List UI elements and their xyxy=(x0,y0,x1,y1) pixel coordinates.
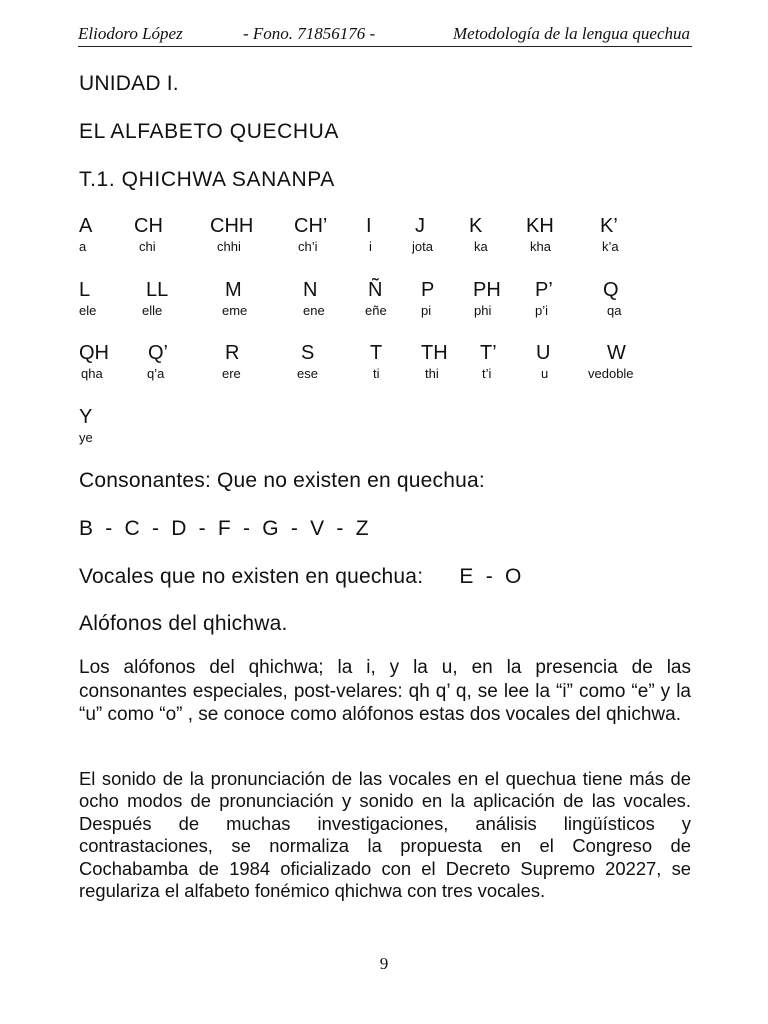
unit-title: UNIDAD I. xyxy=(79,72,179,95)
header-phone: - Fono. 71856176 - xyxy=(243,24,376,43)
letter-name: ti xyxy=(373,366,380,381)
alphabet-letter: CH’ xyxy=(294,215,328,237)
header-author: Eliodoro López xyxy=(78,24,183,43)
alphabet-letter: T xyxy=(370,342,383,364)
alphabet-row-3 xyxy=(0,342,768,382)
letter-name: qha xyxy=(81,366,103,381)
letter-name: ene xyxy=(303,303,325,318)
letter-name: phi xyxy=(474,303,492,318)
alphabet-letter: P’ xyxy=(535,279,553,301)
letter-name: ka xyxy=(474,239,488,254)
letter-name: k’a xyxy=(602,239,619,254)
letter-name: eme xyxy=(222,303,248,318)
alphabet-letter: U xyxy=(536,342,551,364)
letter-name: pi xyxy=(421,303,432,318)
letter-name: jota xyxy=(412,239,433,254)
alphabet-letter: PH xyxy=(473,279,501,301)
letter-name: chi xyxy=(139,239,156,254)
consonants-heading: Consonantes: Que no existen en quechua: xyxy=(79,469,485,492)
alphabet-letter: A xyxy=(79,215,93,237)
letter-name: t’i xyxy=(482,366,492,381)
running-header xyxy=(78,22,692,47)
letter-name: ere xyxy=(222,366,241,381)
letter-name: vedoble xyxy=(588,366,634,381)
allophones-paragraph: Los alófonos del qhichwa; la i, y la u, en la presencia de las consonantes especiales, post-velares: qh q’ q, se lee la “i” como “e” y la “u” como “o” , se conoce como alófonos estas dos vocales del qhichwa. xyxy=(79,657,691,725)
alphabet-letter: R xyxy=(225,342,240,364)
letter-name: ese xyxy=(297,366,318,381)
vowel-history-paragraph: El sonido de la pronunciación de las vocales en el quechua tiene más de ocho modos de pronunciación y sonido en la aplicación de las vocales. Después de muchas investigaciones, análisis lingüísticos y contrastaciones, se normaliza la propuesta en el Congreso de Cochabamba de 1984 oficializado con el Decreto Supremo 20227, se regulariza el alfabeto fonémico qhichwa con tres vocales. xyxy=(79,768,691,902)
page-number: 9 xyxy=(379,954,389,973)
letter-name: qa xyxy=(607,303,622,318)
alphabet-letter: N xyxy=(303,279,318,301)
letter-name: i xyxy=(369,239,372,254)
alphabet-letter: T’ xyxy=(480,342,497,364)
alphabet-letter: Y xyxy=(79,406,93,428)
letter-name: a xyxy=(79,239,87,254)
letter-name: ye xyxy=(79,430,93,445)
vowels-line: Vocales que no existen en quechua: E - O xyxy=(79,565,522,588)
alphabet-row-1 xyxy=(0,215,768,255)
alphabet-letter: LL xyxy=(146,279,169,301)
alphabet-row-2 xyxy=(0,279,768,319)
letter-name: elle xyxy=(142,303,163,318)
alphabet-letter: P xyxy=(421,279,435,301)
letter-name: ele xyxy=(79,303,97,318)
letter-name: chhi xyxy=(217,239,241,254)
letter-name: eñe xyxy=(365,303,387,318)
alphabet-letter: I xyxy=(366,215,372,237)
alphabet-letter: J xyxy=(415,215,425,237)
section-title: EL ALFABETO QUECHUA xyxy=(79,120,339,143)
alphabet-letter: TH xyxy=(421,342,448,364)
alphabet-letter: Ñ xyxy=(368,279,383,301)
letter-name: thi xyxy=(425,366,439,381)
alphabet-letter: K xyxy=(469,215,483,237)
alphabet-letter: M xyxy=(225,279,242,301)
alphabet-letter: W xyxy=(607,342,626,364)
alphabet-letter: CHH xyxy=(210,215,254,237)
alphabet-letter: S xyxy=(301,342,315,364)
alphabet-letter: QH xyxy=(79,342,109,364)
alphabet-letter: Q’ xyxy=(148,342,168,364)
alphabet-letter: K’ xyxy=(600,215,618,237)
alphabet-letter: CH xyxy=(134,215,163,237)
subsection-title: T.1. QHICHWA SANANPA xyxy=(79,168,335,191)
letter-name: q’a xyxy=(147,366,165,381)
letter-name: ch’i xyxy=(298,239,318,254)
alphabet-letter: KH xyxy=(526,215,554,237)
alphabet-letter: L xyxy=(79,279,91,301)
letter-name: p’i xyxy=(535,303,549,318)
allophones-heading: Alófonos del qhichwa. xyxy=(79,612,288,635)
consonants-list: B - C - D - F - G - V - Z xyxy=(79,517,369,540)
alphabet-letter: Q xyxy=(603,279,619,301)
letter-name: kha xyxy=(530,239,551,254)
header-book-title: Metodología de la lengua quechua xyxy=(452,24,690,43)
letter-name: u xyxy=(541,366,549,381)
alphabet-row-4 xyxy=(0,406,768,446)
